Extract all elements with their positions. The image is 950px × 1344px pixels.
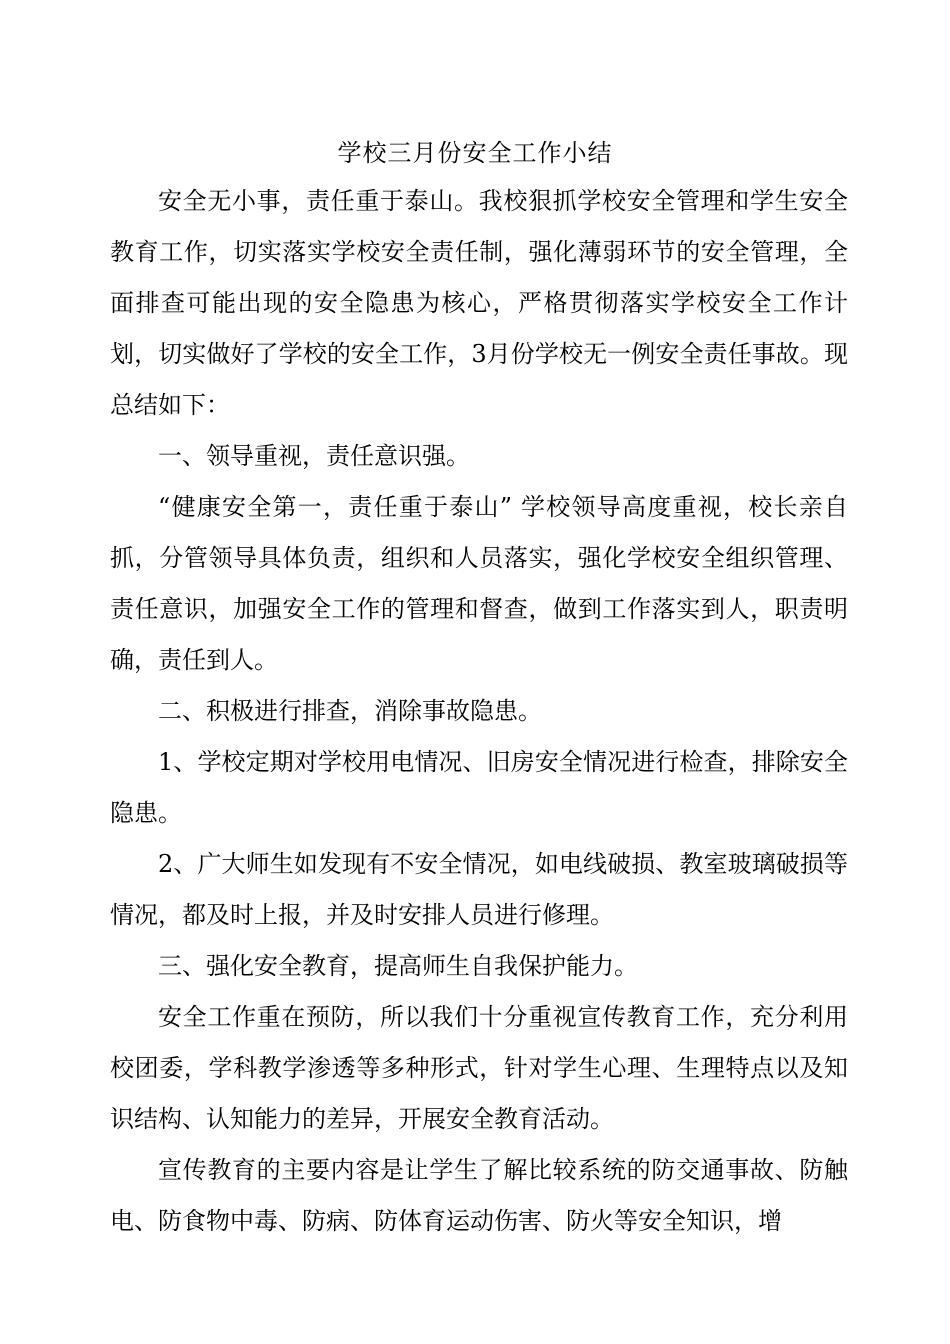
document-title: 学校三月份安全工作小结 <box>337 139 613 167</box>
paragraph-leadership: “健康安全第一，责任重于泰山” 学校领导高度重视，校长亲自抓，分管领导具体负责，组织和人员落实，强化学校安全组织管理、责任意识，加强安全工作的管理和督查，做到工作落实到人，职责明确，责任到人。 <box>110 493 848 674</box>
paragraph-intro: 安全无小事，责任重于泰山。我校狠抓学校安全管理和学生安全教育工作，切实落实学校安全责任制，强化薄弱环节的安全管理，全面排查可能出现的安全隐患为核心，严格贯彻落实学校安全工作计划，切实做好了学校的安全工作，3月份学校无一例安全责任事故。现总结如下： <box>110 187 848 419</box>
document-body <box>110 176 848 1247</box>
section-heading-2: 二、积极进行排查，消除事故隐患。 <box>158 697 542 725</box>
paragraph-education-content: 宣传教育的主要内容是让学生了解比较系统的防交通事故、防触电、防食物中毒、防病、防体育运动伤害、防火等安全知识，增 <box>110 1156 848 1235</box>
paragraph-prevention: 安全工作重在预防，所以我们十分重视宣传教育工作，充分利用校团委，学科教学渗透等多种形式，针对学生心理、生理特点以及知识结构、认知能力的差异，开展安全教育活动。 <box>110 1003 848 1133</box>
section-heading-1: 一、领导重视，责任意识强。 <box>158 442 470 470</box>
paragraph-item-1: 1、学校定期对学校用电情况、旧房安全情况进行检查，排除安全隐患。 <box>110 748 848 827</box>
paragraph-item-2: 2、广大师生如发现有不安全情况，如电线破损、教室玻璃破损等情况，都及时上报，并及时安排人员进行修理。 <box>110 850 848 929</box>
section-heading-3: 三、强化安全教育，提高师生自我保护能力。 <box>158 952 638 980</box>
